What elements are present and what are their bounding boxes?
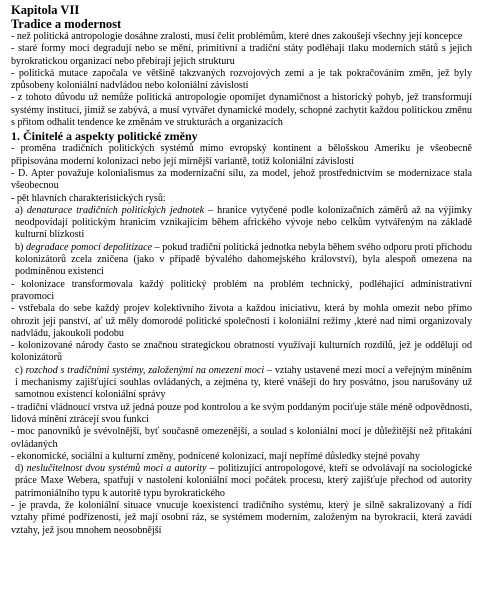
list-label: c)	[15, 364, 26, 376]
paragraph: - staré formy moci degradují nebo se mění, primitivní a tradiční státy podléhají tlaku moderních států s jejich byrokratickou organizací nebo přebírají jejich strukturu	[11, 43, 472, 67]
paragraph: - než politická antropologie dosáhne zralosti, musí čelit problémům, které dnes zakoušejí všechny její koncepce	[11, 31, 463, 42]
paragraph	[11, 365, 472, 402]
paragraph: - je pravda, že koloniální situace vnucuje koexistenci tradičního systému, který je silně sakralizovaný a řídí vztahy přímé podřízenosti, jež mají osobní ráz, se systémem moderním, založeným na byrokracii, která zavádí vztahy, jež jsou mnohem neosobnější	[11, 499, 472, 536]
paragraph: - tradiční vládnoucí vrstva už jedná pouze pod kontrolou a ke svým poddaným pociťuje stále méně odpovědnosti, lidová mínění ztrácejí svou funkci	[11, 401, 472, 425]
paragraph: - ekonomické, sociální a kulturní změny, podnícené kolonizací, mají nepřímé důsledky stejné povahy	[11, 450, 420, 462]
emphasis-term: denaturace tradičních politických jednotek	[26, 204, 205, 216]
list-label: a)	[15, 204, 27, 216]
paragraph: - politická mutace započala ve většině takzvaných rozvojových zemí a je tak pokračováním změn, jež byly způsobeny koloniální nadvládou nebo koloniální závislostí	[11, 67, 472, 92]
paragraph: - kolonizace transformovala každý politický problém na problém technický, podléhající administrativní pravomoci	[11, 278, 472, 302]
list-label: d)	[15, 463, 27, 475]
paragraph-text: – hranice vytyčené podle kolonizačních záměrů až na výjimky neodpovídají politickým hranicím vznikajícím během afrického vývoje nebo celkům vytvářeným na základě kulturní blízkosti	[15, 204, 473, 241]
paragraph: - moc panovníků je svévolnější, byť současně omezenější, a soulad s koloniální mocí je důležitější než přitakání ovládaných	[11, 426, 472, 450]
paragraph: - vstřebala do sebe každý projev kolektivního života a každou iniciativu, která by mohla omezit nebo přímo ohrozit její panství, ať už měly domorodé politické společnosti i koloniální režimy ,které nad nimi organizovaly nadvládu, jakoukoli podobu	[11, 303, 472, 339]
chapter-label: Kapitola VII	[11, 3, 80, 17]
emphasis-term: degradace pomocí depolitizace	[25, 241, 153, 253]
paragraph-text: – pokud tradiční politická jednotka nebyla během svého odporu proti příchodu kolonizátorů zcela zničena (jako v případě bývalého dahomejského království), byla alespoň omezena na podmíněnou existenci	[15, 241, 472, 278]
paragraph: - proměna tradičních politických systémů mimo evropský kontinent a bělošskou Ameriku je všeobecně připisována moderní kolonizaci nebo její mírnější variantě, totiž koloniální závislosti	[11, 143, 472, 167]
paragraph	[11, 205, 472, 242]
list-label: b)	[15, 241, 26, 253]
paragraph: - pět hlavních charakteristických rysů:	[11, 192, 166, 204]
section-title: 1. Činitelé a aspekty politické změny	[11, 129, 198, 144]
paragraph	[11, 242, 472, 279]
section-block	[11, 143, 472, 537]
chapter-title: Tradice a modernost	[11, 17, 122, 31]
paragraph-text: – politizující antropologové, kteří se odvolávají na sociologické práce Maxe Webera, spatřují v nastolení koloniální moci počátek procesu, který zajišťuje přechod od autority patrimoniálního typu k autoritě typu byrokratického	[15, 463, 472, 499]
paragraph: - z tohoto důvodu už nemůže politická antropologie opomíjet dynamičnost a historický pohyb, jež transformují systémy institucí, jimiž se zabývá, a musí vytvářet dynamické modely, schopné zachytit každou politickou změnu s přitom odhalit tendence ke změnám ve strukturách a organizacích	[11, 92, 472, 129]
emphasis-term: rozchod s tradičními systémy, založenými na omezení moci	[25, 364, 265, 376]
intro-block	[11, 31, 472, 129]
paragraph: - D. Apter považuje kolonialismus za modernizační sílu, za model, jehož prostřednictvím se modernizace stala všeobecnou	[11, 167, 472, 192]
paragraph	[11, 463, 472, 500]
emphasis-term: neslučitelnost dvou systémů moci a autority	[26, 463, 207, 475]
paragraph-text: – vztahy ustavené mezi mocí a veřejným míněním i mechanismy zajišťující souhlas ovládaných, a zejména ty, které vnášejí do hry posvátno, jsou narušovány už samotnou existencí koloniální správy	[15, 364, 472, 401]
paragraph: - kolonizované národy často se značnou strategickou obratností využívají kulturních rozdílů, jež je oddělují od kolonizátorů	[11, 340, 472, 364]
